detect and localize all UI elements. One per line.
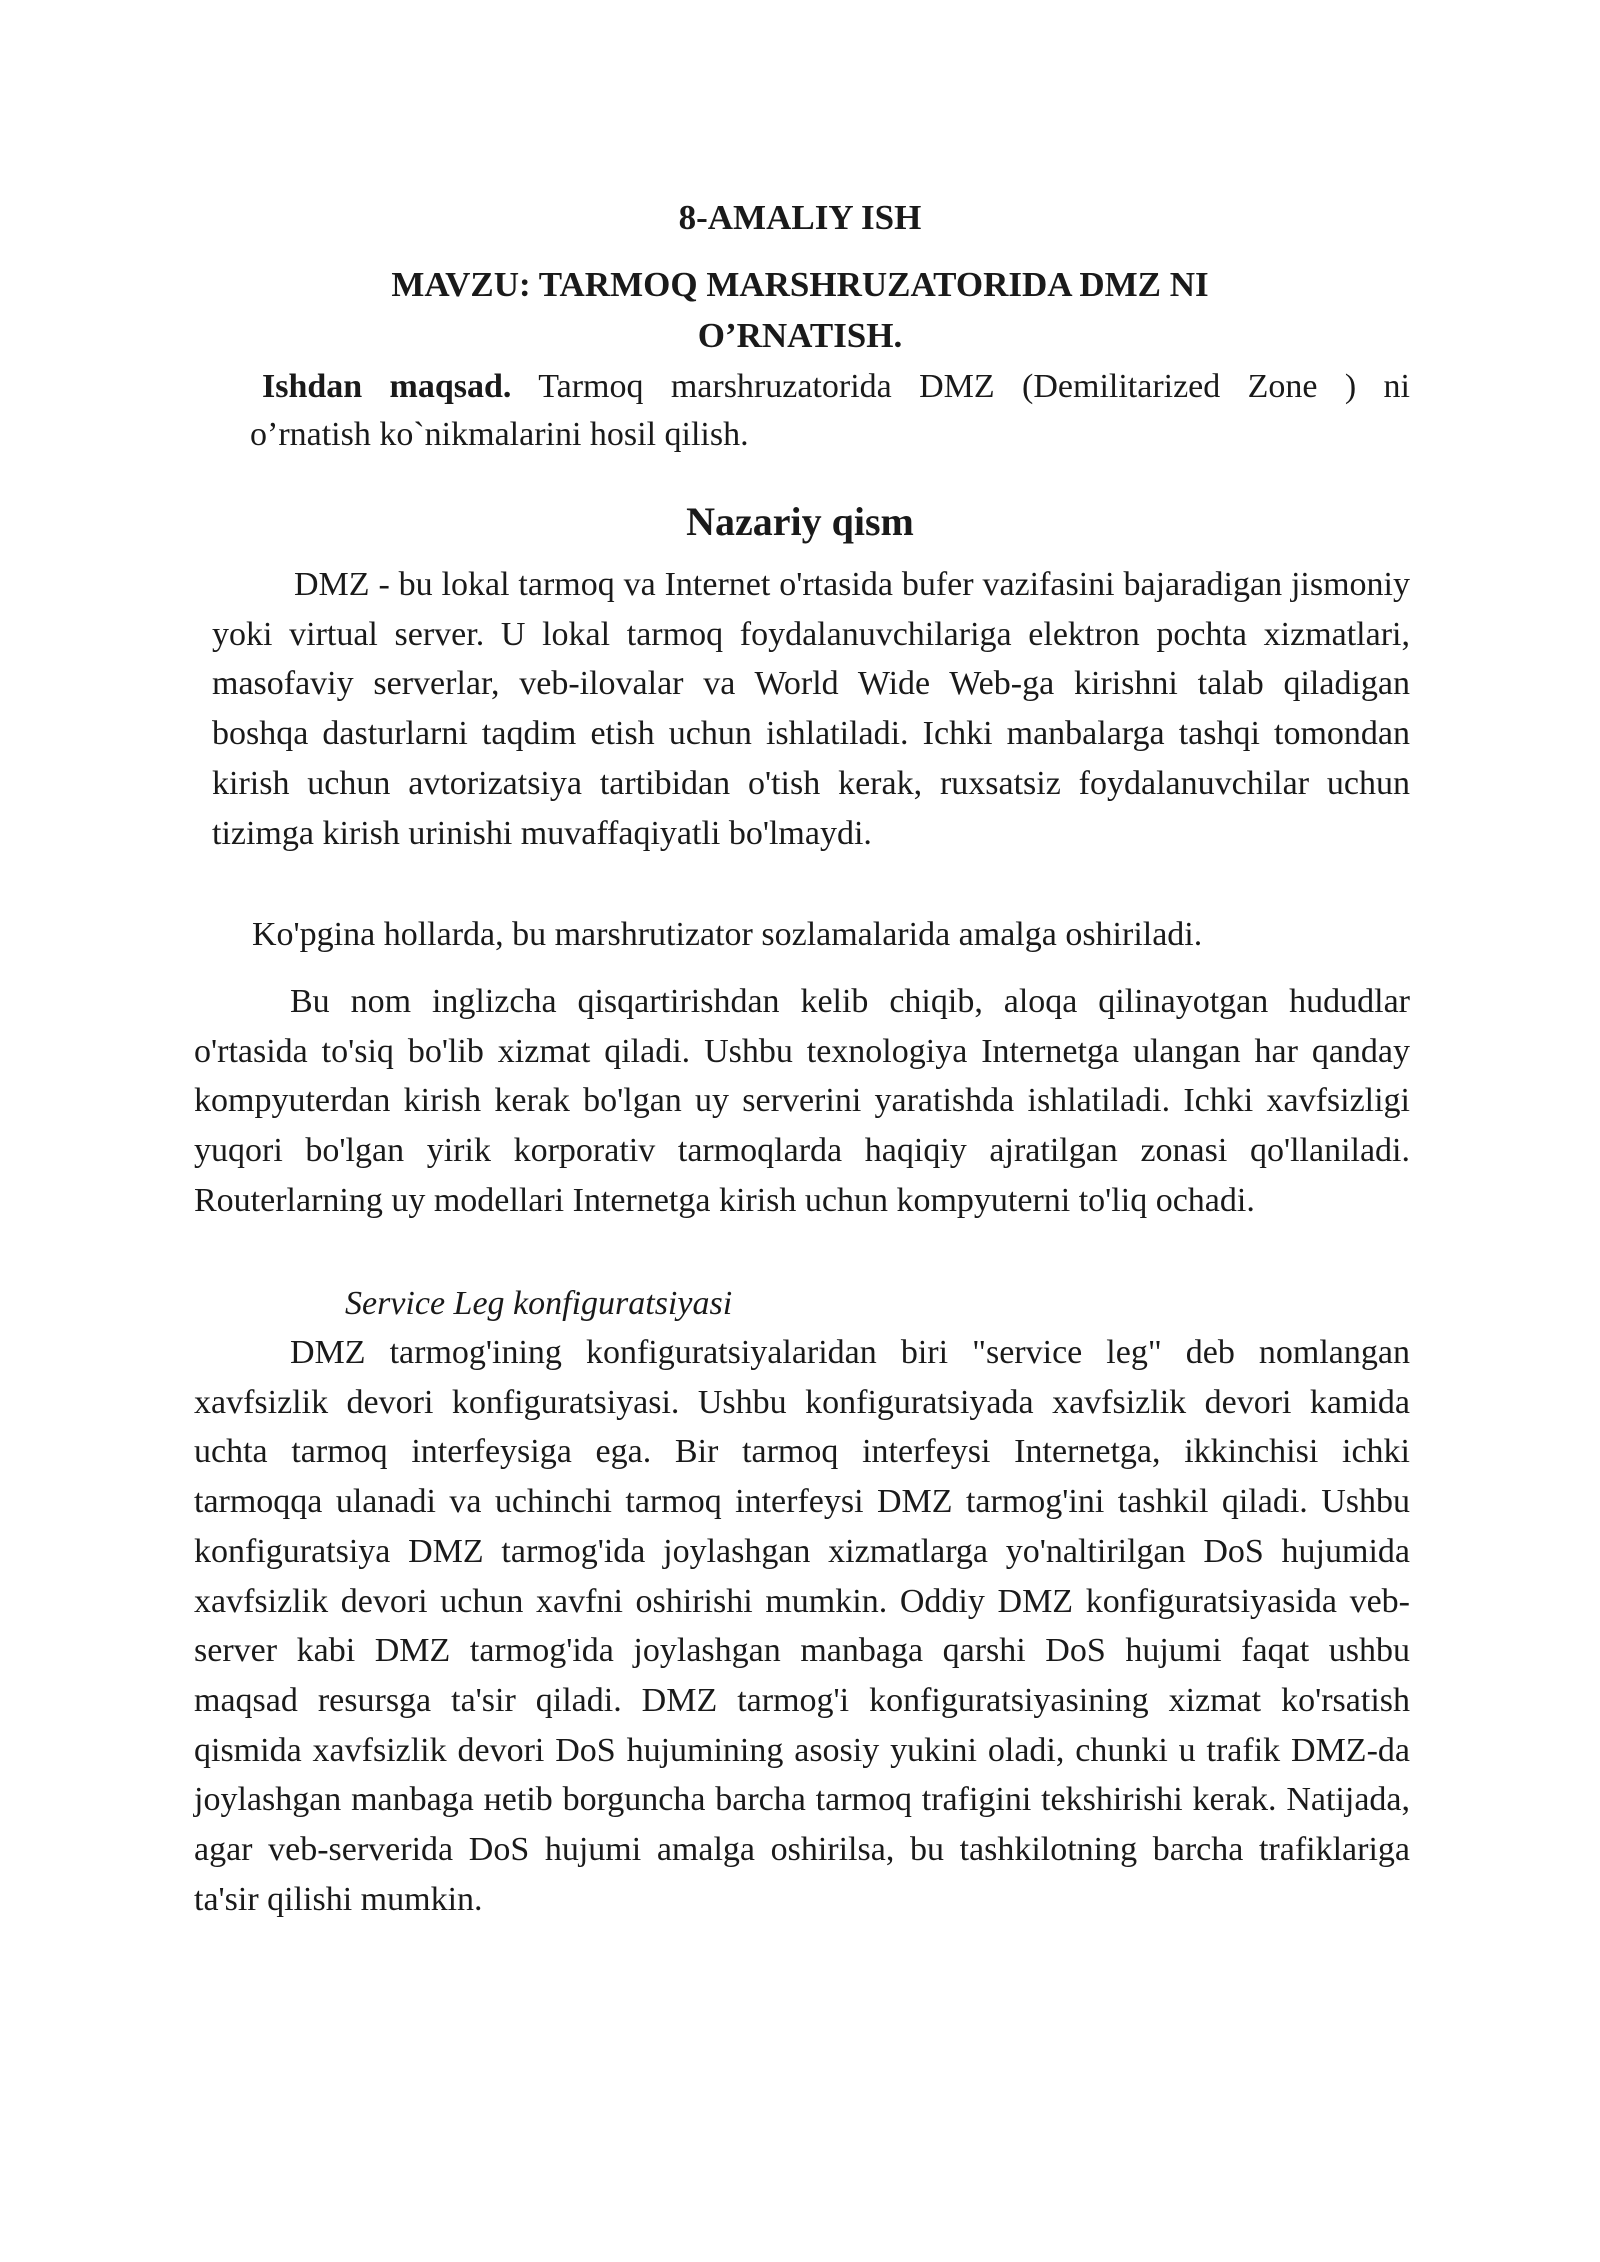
paragraph-router-settings: Ko'pgina hollarda, bu marshrutizator sozlamalarida amalga oshiriladi.	[252, 916, 1203, 953]
objective-text-line2: o’rnatish ko`nikmalarini hosil qilish.	[250, 416, 749, 453]
paragraph-name-origin: Bu nom inglizcha qisqartirishdan kelib chiqib, aloqa qilinayotgan hududlar o'rtasida to'siq bo'lib xizmat qiladi. Ushbu texnologiya Internetga ulangan har qanday kompyuterdan kirish kerak bo'lgan uy serverini yaratishda ishlatiladi. Ichki xavfsizligi yuqori bo'lgan yirik korporativ tarmoqlarda haqiqiy ajratilgan zonasi qo'llaniladi. Routerlarning uy modellari Internetga kirish uchun kompyuterni to'liq ochadi.	[194, 983, 1410, 1219]
topic-title-line2: O’RNATISH.	[697, 316, 903, 355]
topic-title-line1: MAVZU: TARMOQ MARSHRUZATORIDA DMZ NI	[391, 265, 1209, 304]
objective-line1	[250, 363, 1410, 411]
objective-text-line1: Tarmoq marshruzatorida DMZ (Demilitarized Zone ) ni	[538, 368, 1411, 405]
paragraph-dmz-definition: DMZ - bu lokal tarmoq va Internet o'rtasida bufer vazifasini bajaradigan jismoniy yoki virtual server. U lokal tarmoq foydalanuvchilariga elektron pochta xizmatlari, masofaviy serverlar, veb-ilovalar va World Wide Web-ga kirishni talab qiladigan boshqa dasturlarni taqdim etish uchun ishlatiladi. Ichki manbalarga tashqi tomondan kirish uchun avtorizatsiya tartibidan o'tish kerak, ruxsatsiz foydalanuvchilar uchun tizimga kirish urinishi muvaffaqiyatli bo'lmaydi.	[212, 566, 1410, 852]
paragraph-service-leg: DMZ tarmog'ining konfiguratsiyalaridan biri "service leg" deb nomlangan xavfsizlik devori konfiguratsiyasi. Ushbu konfiguratsiyada xavfsizlik devori kamida uchta tarmoq interfeysiga ega. Bir tarmoq interfeysi Internetga, ikkinchisi ichki tarmoqqa ulanadi va uchinchi tarmoq interfeysi DMZ tarmog'ini tashkil qiladi. Ushbu konfiguratsiya DMZ tarmog'ida joylashgan xizmatlarga yo'naltirilgan DoS hujumida xavfsizlik devori uchun xavfni oshirishi mumkin. Oddiy DMZ konfiguratsiyasida veb-server kabi DMZ tarmog'ida joylashgan manbaga qarshi DoS hujumi faqat ushbu maqsad resursga ta'sir qiladi. DMZ tarmog'i konfiguratsiyasining xizmat ko'rsatish qismida xavfsizlik devori DoS hujumining asosiy yukini oladi, chunki u trafik DMZ-da joylashgan manbaga нetib borguncha barcha tarmoq trafigini tekshirishi kerak. Natijada, agar veb-serverida DoS hujumi amalga oshirilsa, bu tashkilotning barcha trafiklariga ta'sir qilishi mumkin.	[194, 1334, 1410, 1918]
section-heading: Nazariy qism	[686, 499, 914, 544]
objective-block	[250, 363, 1410, 459]
work-number-title: 8-AMALIY ISH	[678, 198, 922, 237]
objective-label: Ishdan maqsad.	[262, 368, 512, 405]
subheading-service-leg: Service Leg konfiguratsiyasi	[345, 1285, 733, 1322]
